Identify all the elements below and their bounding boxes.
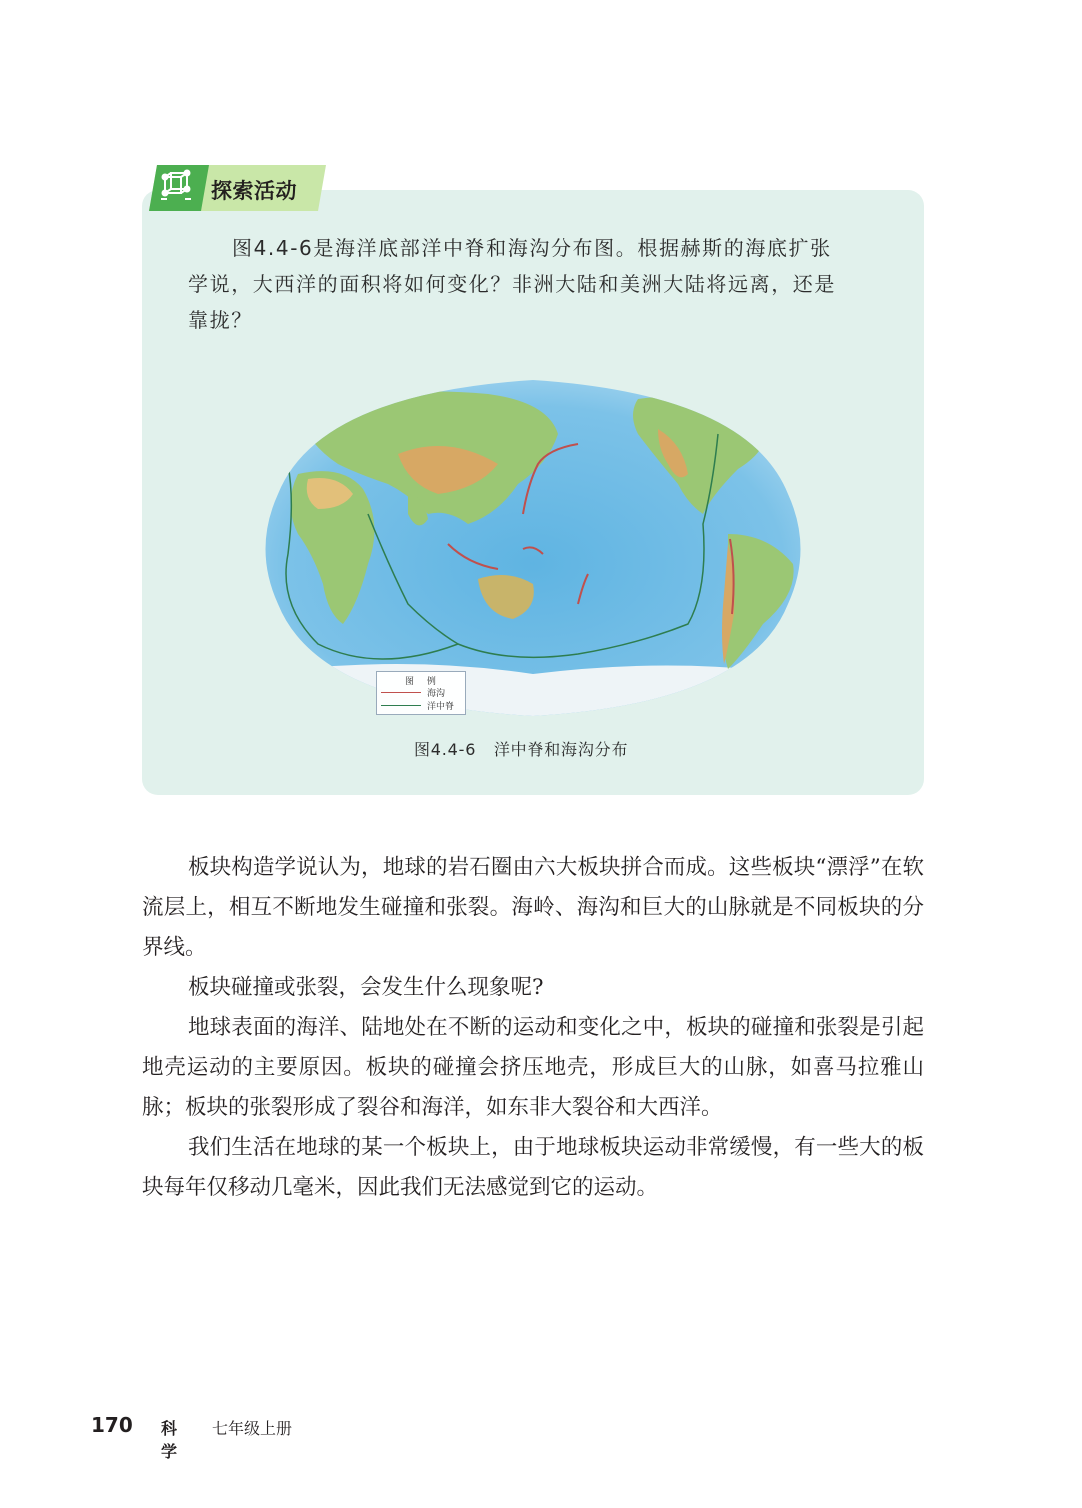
activity-title: 探索活动	[211, 179, 297, 203]
map-legend	[376, 671, 466, 715]
legend-title: 图 例	[405, 677, 441, 687]
legend-label-trench: 海沟	[427, 689, 446, 699]
activity-line-2: 学说，大西洋的面积将如何变化？非洲大陆和美洲大陆将远离，还是	[188, 272, 836, 296]
ridge-line-swatch	[381, 705, 421, 706]
body-text	[142, 848, 924, 1208]
grade-label: 七年级上册	[212, 1419, 293, 1438]
world-map	[258, 374, 808, 719]
activity-line-3: 靠拢？	[188, 308, 253, 332]
activity-header	[143, 163, 326, 215]
subject-label: 科学	[161, 1419, 178, 1461]
figure-caption: 图4.4-6 洋中脊和海沟分布	[414, 740, 629, 759]
legend-item-ridge	[381, 699, 465, 711]
body-paragraph-2: 板块碰撞或张裂，会发生什么现象呢?	[188, 975, 544, 1000]
activity-line-1: 图4.4-6是海洋底部洋中脊和海沟分布图。根据赫斯的海底扩张	[232, 236, 832, 260]
page-number: 170	[91, 1413, 133, 1437]
activity-question	[188, 230, 888, 338]
trench-line-swatch	[381, 692, 421, 693]
body-paragraph-4: 我们生活在地球的某一个板块上，由于地球板块运动非常缓慢，有一些大的板块每年仅移动几毫米，因此我们无法感觉到它的运动。	[142, 1135, 924, 1200]
body-paragraph-1: 板块构造学说认为，地球的岩石圈由六大板块拼合而成。这些板块“漂浮”在软流层上，相互不断地发生碰撞和张裂。海岭、海沟和巨大的山脉就是不同板块的分界线。	[142, 855, 924, 960]
world-map-illustration	[258, 374, 808, 719]
legend-label-ridge: 洋中脊	[427, 702, 455, 712]
legend-item-trench	[381, 686, 465, 698]
body-paragraph-3: 地球表面的海洋、陆地处在不断的运动和变化之中，板块的碰撞和张裂是引起地壳运动的主要原因。板块的碰撞会挤压地壳，形成巨大的山脉，如喜马拉雅山脉；板块的张裂形成了裂谷和海洋，如东非大裂谷和大西洋。	[142, 1015, 924, 1120]
